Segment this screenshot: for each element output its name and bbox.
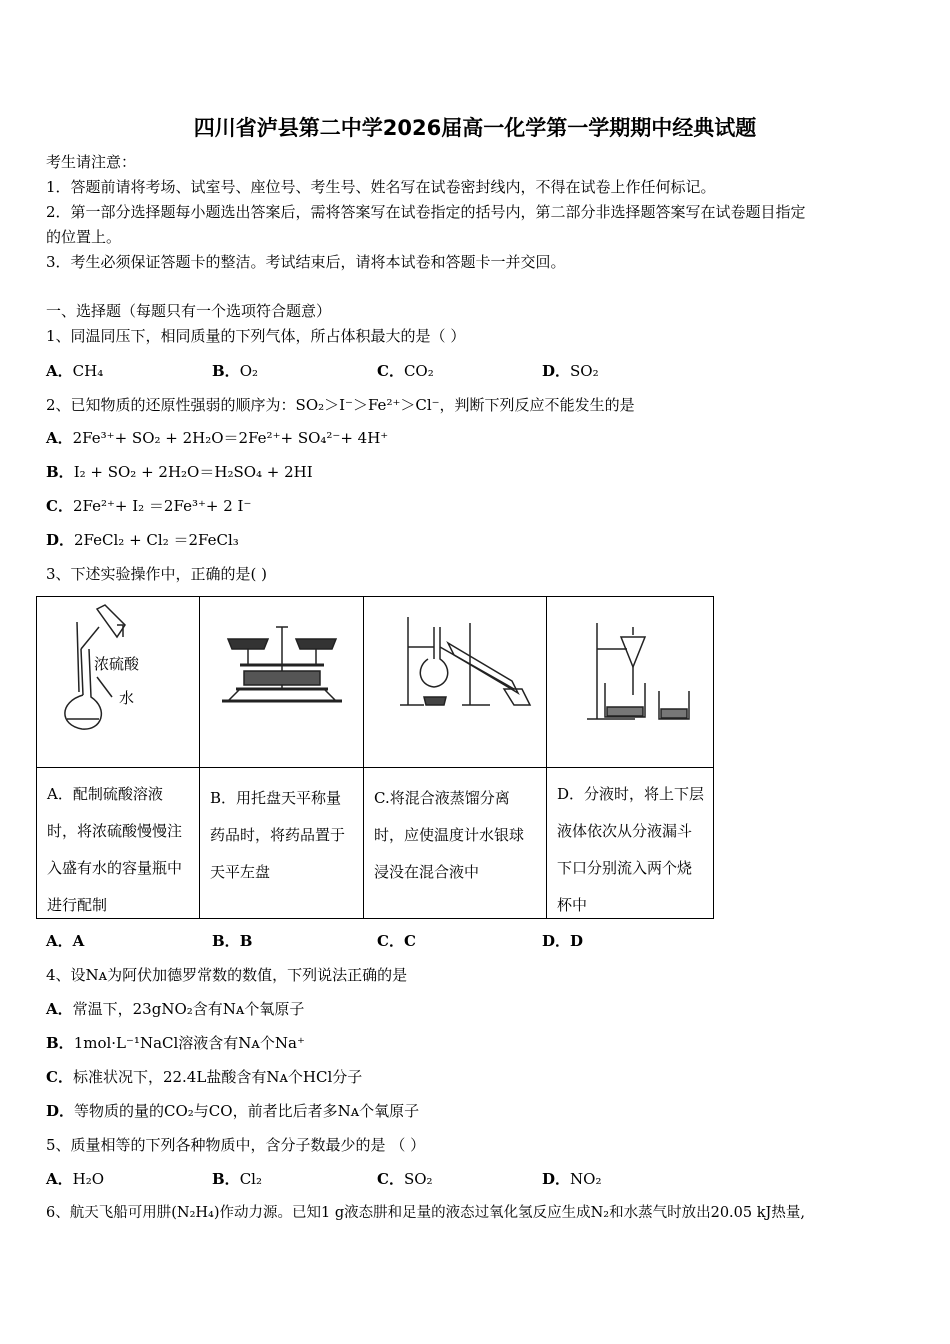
q5-option-b[interactable]: [212, 1170, 262, 1188]
option-text: H₂O: [72, 1170, 105, 1188]
option-text: SO₂: [570, 362, 599, 380]
q3-option-d[interactable]: [542, 932, 583, 950]
description-cell-b: [200, 768, 364, 919]
label-water: 水: [119, 689, 135, 707]
option-text: A: [72, 932, 85, 950]
image-cell-d: [547, 597, 714, 768]
description-c: C.将混合液蒸馏分离时，应使温度计水银球浸没在混合液中: [374, 789, 525, 881]
page-title: 四川省泸县第二中学2026届高一化学第一学期期中经典试题: [193, 116, 757, 140]
option-letter: C．: [46, 1068, 73, 1086]
option-letter: D．: [542, 1170, 571, 1188]
option-letter: A．: [46, 429, 73, 447]
q1-option-b[interactable]: [212, 362, 258, 380]
balance-diagram: [200, 597, 363, 767]
option-text: I₂ + SO₂ + 2H₂O＝H₂SO₄ + 2HI: [73, 463, 313, 481]
option-letter: B．: [212, 932, 240, 950]
distillation-diagram: [364, 597, 546, 767]
label-acid: 浓硫酸: [94, 655, 140, 673]
option-text: 1mol·L⁻¹NaCl溶液含有Nᴀ个Na⁺: [73, 1034, 305, 1052]
q3-option-b[interactable]: [212, 932, 252, 950]
image-cell-c: [364, 597, 547, 768]
option-letter: A．: [46, 932, 73, 950]
description-cell-a: [37, 768, 200, 919]
image-cell-b: [200, 597, 364, 768]
option-letter: B．: [46, 1034, 74, 1052]
option-letter: A．: [46, 1000, 73, 1018]
q1-option-a[interactable]: [46, 362, 103, 380]
option-letter: D．: [46, 531, 75, 549]
option-letter: C．: [46, 497, 73, 515]
notice-item: 的位置上。: [46, 228, 122, 246]
q4-option-b[interactable]: [46, 1034, 305, 1052]
q1-option-c[interactable]: [377, 362, 434, 380]
question-3-stem: 3、下述实验操作中，正确的是( ): [46, 565, 268, 583]
q4-option-a[interactable]: [46, 1000, 304, 1018]
option-text: 等物质的量的CO₂与CO，前者比后者多Nᴀ个氧原子: [74, 1102, 420, 1120]
section-heading: 一、选择题（每题只有一个选项符合题意）: [46, 302, 332, 320]
option-text: B: [239, 932, 253, 950]
option-letter: D．: [542, 932, 571, 950]
notice-item: 1．答题前请将考场、试室号、座位号、考生号、姓名写在试卷密封线内，不得在试卷上作任何标记。: [46, 178, 716, 196]
description-cell-d: [547, 768, 714, 919]
option-letter: D．: [46, 1102, 75, 1120]
q2-option-d[interactable]: [46, 531, 239, 549]
option-letter: C．: [377, 1170, 404, 1188]
q5-option-d[interactable]: [542, 1170, 601, 1188]
question-1-stem: 1、同温同压下，相同质量的下列气体，所占体积最大的是（ ）: [46, 327, 466, 345]
option-letter: B．: [212, 362, 240, 380]
question-2-stem: 2、已知物质的还原性强弱的顺序为：SO₂＞I⁻＞Fe²⁺＞Cl⁻，判断下列反应不能发生的是: [46, 396, 635, 414]
option-text: 常温下，23gNO₂含有Nᴀ个氧原子: [72, 1000, 305, 1018]
option-text: C: [403, 932, 416, 950]
option-letter: A．: [46, 1170, 73, 1188]
option-letter: A．: [46, 362, 73, 380]
option-text: 2Fe³⁺+ SO₂ + 2H₂O＝2Fe²⁺+ SO₄²⁻+ 4H⁺: [72, 429, 389, 447]
description-cell-c: [364, 768, 547, 919]
option-text: CO₂: [403, 362, 434, 380]
question-4-stem: 4、设Nᴀ为阿伏加德罗常数的数值，下列说法正确的是: [46, 966, 408, 984]
option-text: Cl₂: [239, 1170, 262, 1188]
image-cell-a: [37, 597, 200, 768]
option-text: 2FeCl₂ + Cl₂ ＝2FeCl₃: [74, 531, 239, 549]
option-text: CH₄: [72, 362, 104, 380]
experiment-table: [36, 596, 714, 919]
q5-option-a[interactable]: [46, 1170, 104, 1188]
option-text: D: [570, 932, 584, 950]
q3-option-a[interactable]: [46, 932, 84, 950]
q4-option-d[interactable]: [46, 1102, 419, 1120]
option-text: 2Fe²⁺+ I₂ ＝2Fe³⁺+ 2 I⁻: [72, 497, 252, 515]
option-text: SO₂: [403, 1170, 433, 1188]
option-text: O₂: [239, 362, 258, 380]
notice-heading: 考生请注意：: [46, 153, 137, 171]
description-a: A．配制硫酸溶液时，将浓硫酸慢慢注入盛有水的容量瓶中进行配制: [47, 785, 183, 914]
notice-item: 2．第一部分选择题每小题选出答案后，需将答案写在试卷指定的括号内，第二部分非选择题答案写在试卷题目指定: [46, 203, 806, 221]
description-d: D．分液时，将上下层液体依次从分液漏斗下口分别流入两个烧杯中: [557, 785, 705, 914]
description-b: B．用托盘天平称量药品时，将药品置于天平左盘: [210, 789, 346, 881]
q2-option-b[interactable]: [46, 463, 313, 481]
option-letter: B．: [212, 1170, 240, 1188]
option-text: NO₂: [570, 1170, 602, 1188]
notice-item: 3．考生必须保证答题卡的整洁。考试结束后，请将本试卷和答题卡一并交回。: [46, 253, 566, 271]
q3-option-c[interactable]: [377, 932, 416, 950]
separatory-funnel-diagram: [547, 597, 713, 767]
option-letter: D．: [542, 362, 571, 380]
q5-option-c[interactable]: [377, 1170, 433, 1188]
option-letter: C．: [377, 362, 404, 380]
option-letter: B．: [46, 463, 74, 481]
option-letter: C．: [377, 932, 404, 950]
option-text: 标准状况下，22.4L盐酸含有Nᴀ个HCl分子: [72, 1068, 363, 1086]
q1-option-d[interactable]: [542, 362, 599, 380]
question-6-stem: 6、航天飞船可用肼(N₂H₄)作动力源。已知1 g液态肼和足量的液态过氧化氢反应生成N₂和水蒸气时放出20.05 kJ热量,: [46, 1205, 805, 1221]
question-5-stem: 5、质量相等的下列各种物质中，含分子数最少的是 （ ）: [46, 1136, 426, 1154]
flask-diagram: [37, 597, 199, 767]
q2-option-a[interactable]: [46, 429, 388, 447]
q4-option-c[interactable]: [46, 1068, 362, 1086]
q2-option-c[interactable]: [46, 497, 251, 515]
